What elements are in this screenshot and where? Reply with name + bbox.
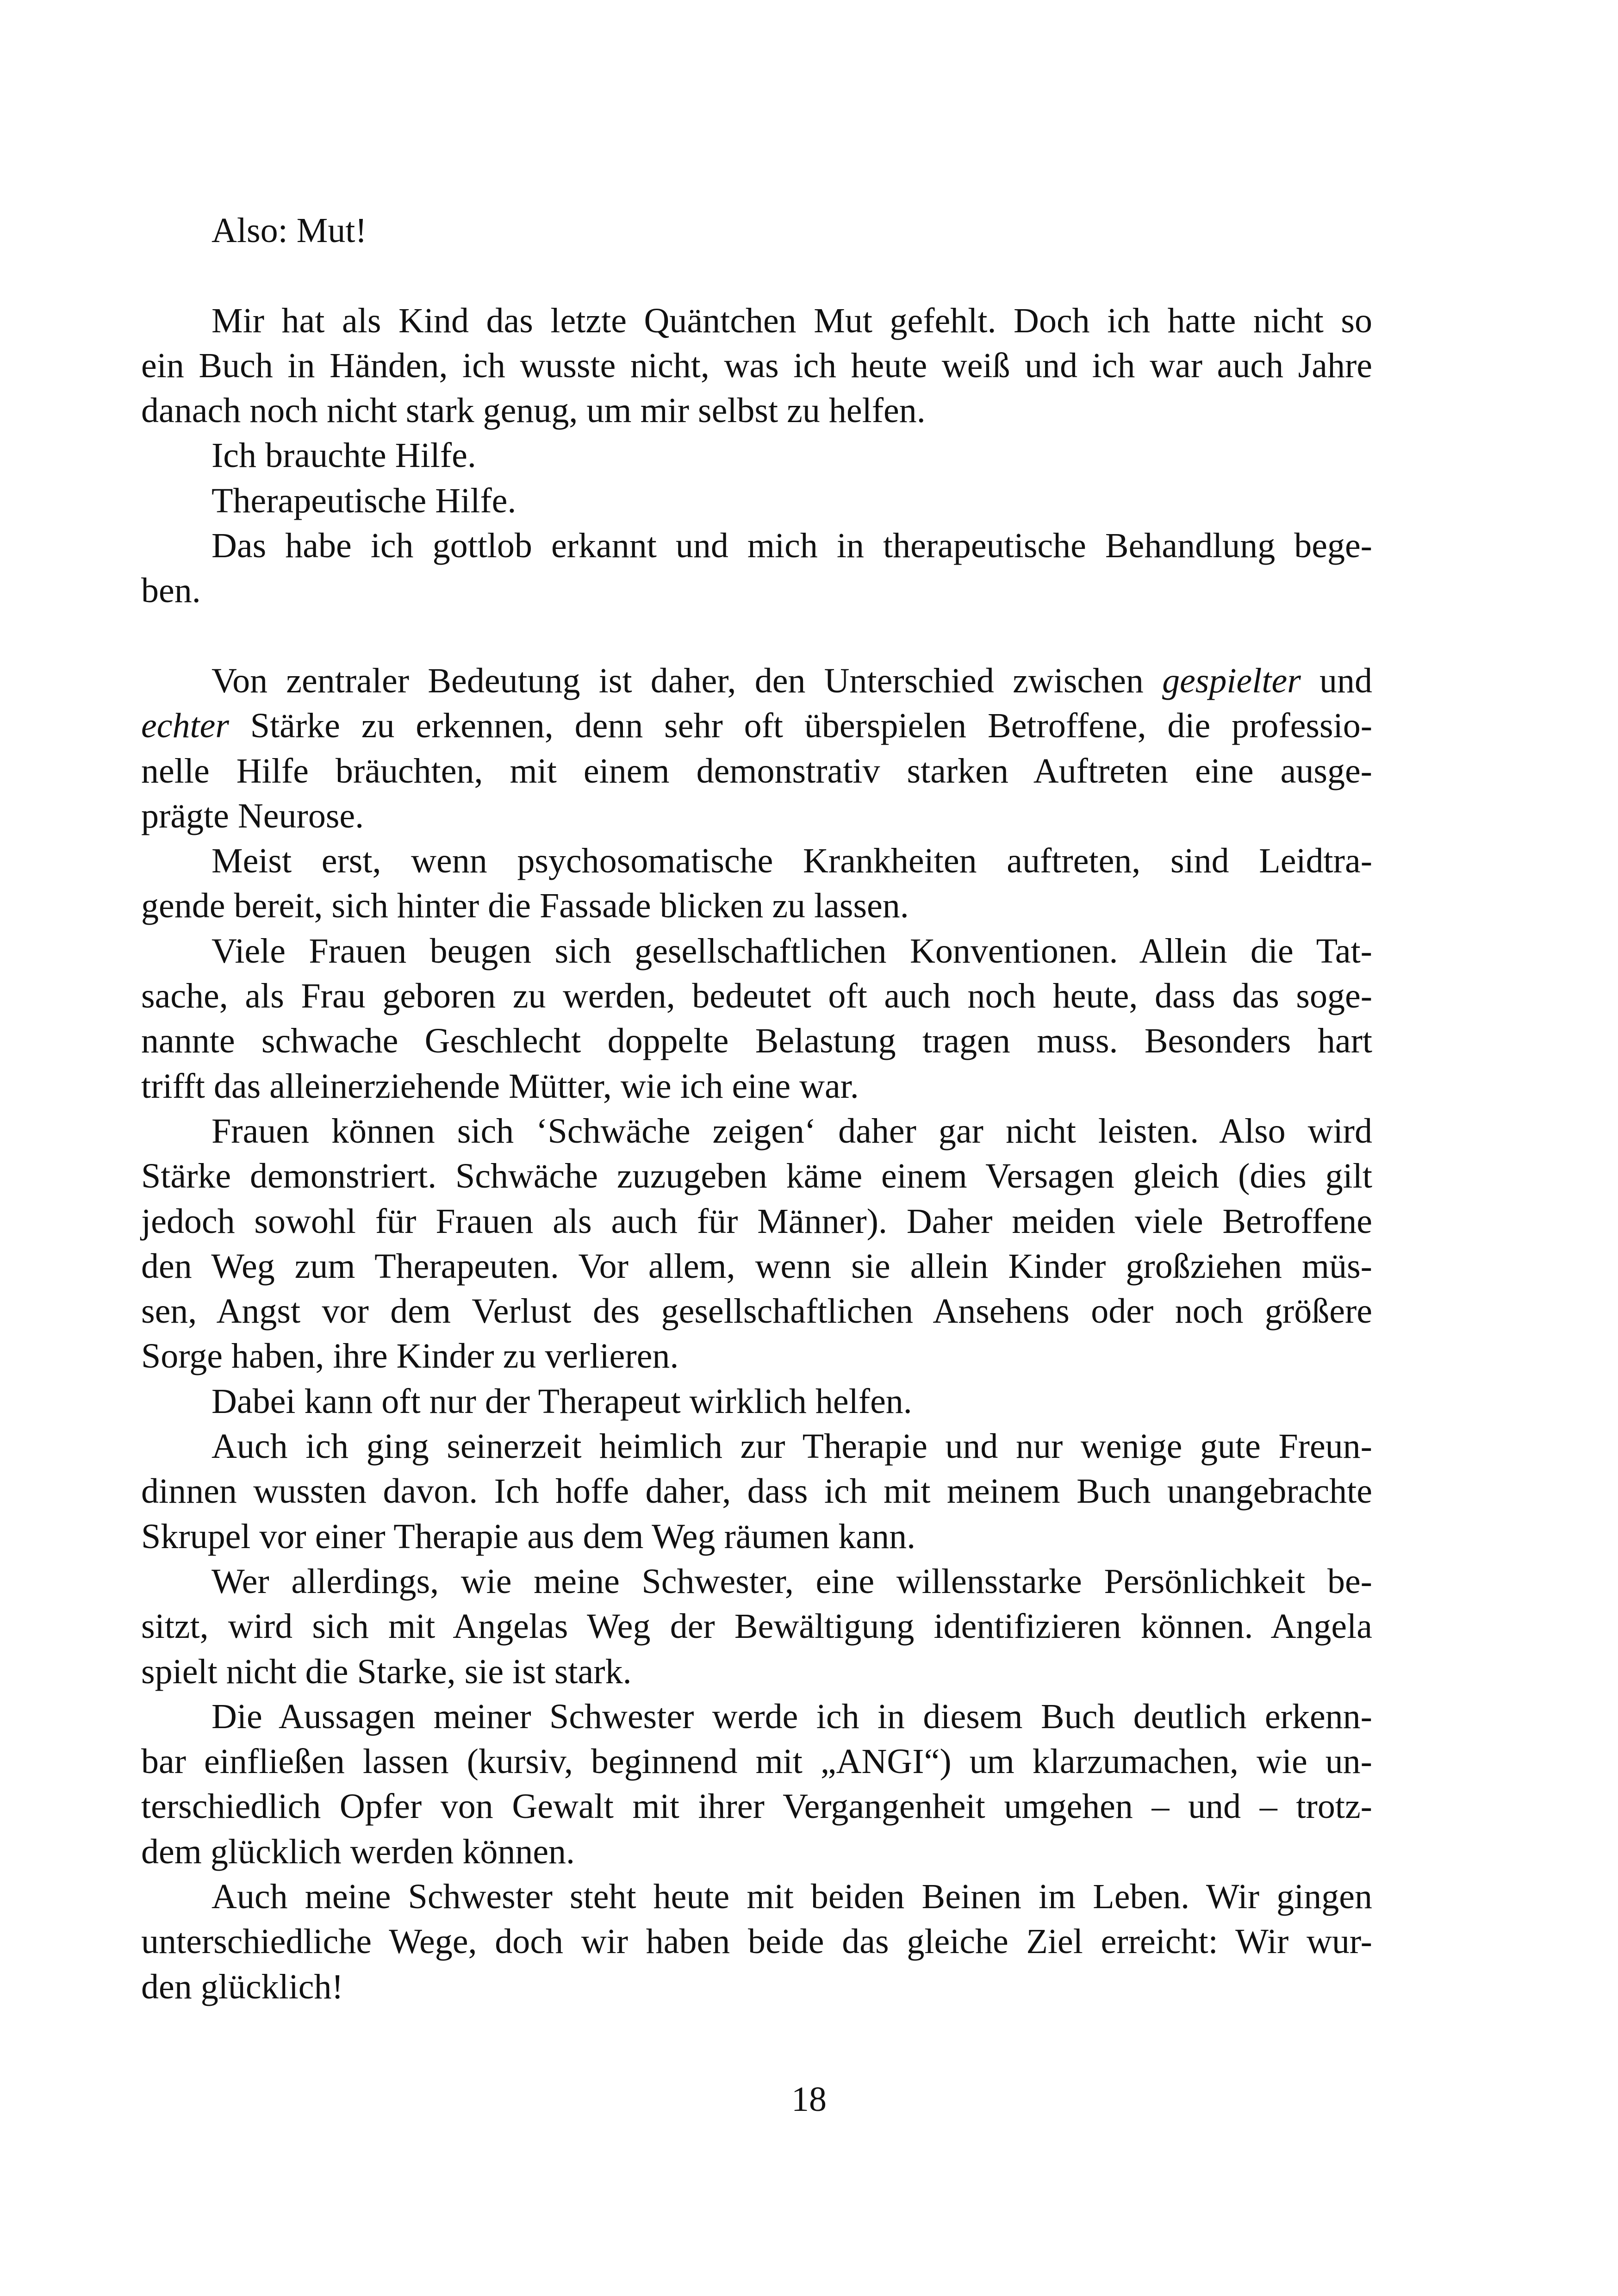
text-line: sache, als Frau geboren zu werden, bedeutet oft auch noch heute, dass das soge- bbox=[141, 977, 1372, 1016]
text-line: trifft das alleinerziehende Mütter, wie ich eine war. bbox=[141, 1066, 859, 1106]
text-line: Therapeutische Hilfe. bbox=[212, 481, 517, 520]
text-line: nelle Hilfe bräuchten, mit einem demonstrativ starken Auftreten eine ausge- bbox=[141, 751, 1372, 790]
line-text: Von zentraler Bedeutung ist daher, den Unterschied zwischen bbox=[212, 661, 1163, 700]
text-line: danach noch nicht stark genug, um mir selbst zu helfen. bbox=[141, 391, 926, 430]
italic-word: gespielter bbox=[1162, 661, 1301, 700]
text-line: Wer allerdings, wie meine Schwester, eine willensstarke Persönlichkeit be- bbox=[212, 1562, 1372, 1601]
text-line: ein Buch in Händen, ich wusste nicht, was ich heute weiß und ich war auch Jahre bbox=[141, 346, 1372, 385]
text-line: Auch ich ging seinerzeit heimlich zur Therapie und nur wenige gute Freun- bbox=[212, 1427, 1372, 1466]
text-line: Also: Mut! bbox=[212, 211, 367, 250]
text-line: Sorge haben, ihre Kinder zu verlieren. bbox=[141, 1337, 679, 1376]
line-text: Stärke zu erkennen, denn sehr oft überspielen Betroffene, die professio- bbox=[229, 706, 1372, 746]
paragraph-gap bbox=[141, 614, 1372, 659]
body-text bbox=[141, 208, 1372, 2010]
text-line: spielt nicht die Starke, sie ist stark. bbox=[141, 1652, 632, 1691]
text-line: Ich brauchte Hilfe. bbox=[212, 436, 476, 475]
text-line: Frauen können sich ‘Schwäche zeigen‘ daher gar nicht leisten. Also wird bbox=[212, 1111, 1372, 1151]
paragraph-gap bbox=[141, 253, 1372, 298]
text-line: terschiedlich Opfer von Gewalt mit ihrer Vergangenheit umgehen – und – trotz- bbox=[141, 1787, 1372, 1826]
text-line: prägte Neurose. bbox=[141, 796, 364, 835]
text-line: unterschiedliche Wege, doch wir haben beide das gleiche Ziel erreicht: Wir wur- bbox=[141, 1922, 1372, 1961]
text-line: dinnen wussten davon. Ich hoffe daher, dass ich mit meinem Buch unangebrachte bbox=[141, 1472, 1372, 1511]
page-number: 18 bbox=[791, 2080, 827, 2119]
text-line: sen, Angst vor dem Verlust des gesellschaftlichen Ansehens oder noch größere bbox=[141, 1292, 1372, 1331]
text-line: den glücklich! bbox=[141, 1967, 343, 2006]
text-line: jedoch sowohl für Frauen als auch für Männer). Daher meiden viele Betroffene bbox=[141, 1201, 1372, 1241]
italic-word: echter bbox=[141, 706, 229, 746]
text-line: Viele Frauen beugen sich gesellschaftlichen Konventionen. Allein die Tat- bbox=[212, 931, 1372, 971]
text-line: Auch meine Schwester steht heute mit beiden Beinen im Leben. Wir gingen bbox=[212, 1877, 1372, 1916]
text-line: Das habe ich gottlob erkannt und mich in therapeutische Behandlung bege- bbox=[212, 526, 1372, 566]
text-line: dem glücklich werden können. bbox=[141, 1832, 575, 1871]
text-line: nannte schwache Geschlecht doppelte Belastung tragen muss. Besonders hart bbox=[141, 1021, 1372, 1061]
text-line: Skrupel vor einer Therapie aus dem Weg räumen kann. bbox=[141, 1517, 916, 1556]
text-line: bar einfließen lassen (kursiv, beginnend mit „ANGI“) um klarzumachen, wie un- bbox=[141, 1742, 1372, 1781]
text-line: Mir hat als Kind das letzte Quäntchen Mut gefehlt. Doch ich hatte nicht so bbox=[212, 301, 1372, 340]
text-line: ben. bbox=[141, 571, 201, 610]
text-line: Dabei kann oft nur der Therapeut wirklich helfen. bbox=[212, 1381, 912, 1421]
text-line: Stärke demonstriert. Schwäche zuzugeben käme einem Versagen gleich (dies gilt bbox=[141, 1157, 1372, 1196]
text-line bbox=[141, 659, 1372, 703]
text-line: Meist erst, wenn psychosomatische Krankheiten auftreten, sind Leidtra- bbox=[212, 841, 1372, 881]
text-line: gende bereit, sich hinter die Fassade blicken zu lassen. bbox=[141, 886, 909, 926]
text-line: den Weg zum Therapeuten. Vor allem, wenn sie allein Kinder großziehen müs- bbox=[141, 1246, 1372, 1286]
text-line: Die Aussagen meiner Schwester werde ich in diesem Buch deutlich erkenn- bbox=[212, 1697, 1372, 1736]
text-line: sitzt, wird sich mit Angelas Weg der Bewältigung identifizieren können. Angela bbox=[141, 1607, 1372, 1646]
text-line bbox=[141, 703, 1372, 748]
line-text: und bbox=[1301, 661, 1372, 700]
